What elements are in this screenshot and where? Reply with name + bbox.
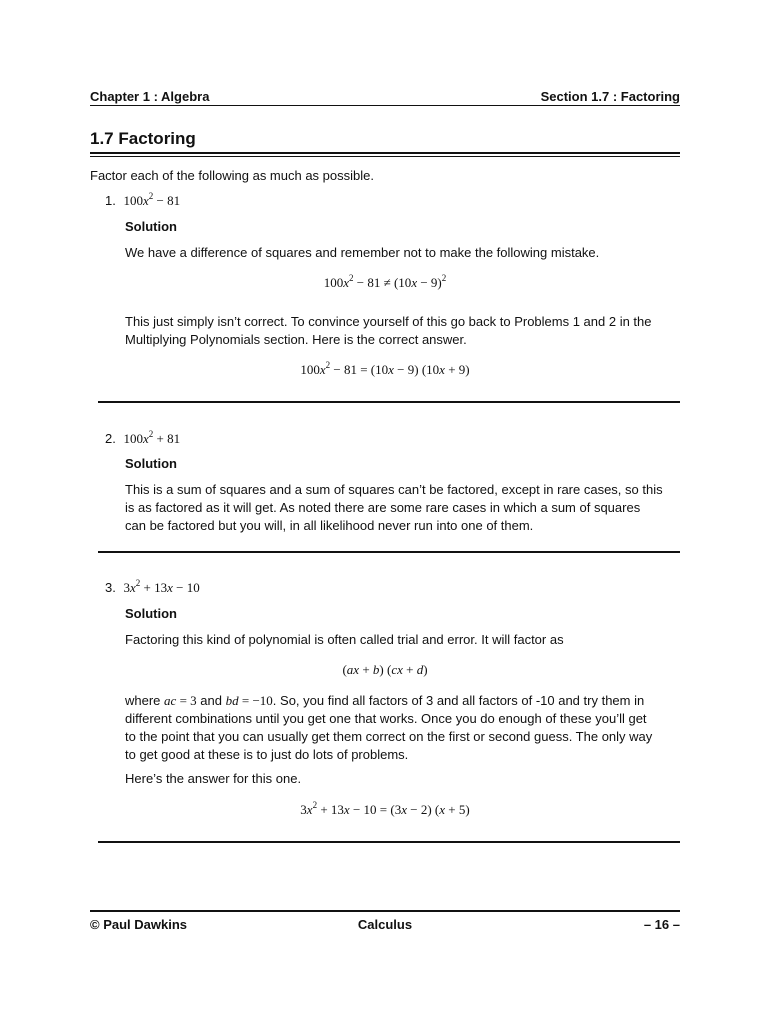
running-footer — [90, 917, 680, 933]
title-rule-bottom — [90, 156, 680, 157]
equation-form: (ax + b) (cx + d) — [342, 662, 428, 677]
solution-text: can be factored but you will, in all likelihood never run into one of them. — [125, 518, 534, 533]
solution-text: to the point that you can usually get them correct on the first or second guess. The only way — [125, 729, 653, 744]
problem-1 — [105, 192, 180, 210]
intro-text: Factor each of the following as much as possible. — [90, 168, 374, 183]
problem-expression: $100x^2 - 81$ — [123, 190, 181, 208]
running-header — [90, 89, 680, 105]
solution-text: Here’s the answer for this one. — [125, 771, 302, 786]
header-section: Section 1.7 : Factoring — [540, 89, 680, 104]
title-rule-top — [90, 152, 680, 154]
problem-divider — [98, 401, 680, 403]
solution-text: We have a difference of squares and remember not to make the following mistake. — [125, 245, 600, 260]
problem-expression: $3x^2 + 13x - 10$ — [123, 577, 200, 595]
footer-page-number: – 16 – — [643, 917, 680, 932]
footer-course: Calculus — [357, 917, 413, 932]
solution-heading: Solution — [125, 606, 177, 621]
footer-rule — [90, 910, 680, 912]
header-chapter: Chapter 1 : Algebra — [90, 89, 210, 104]
solution-text: This just simply isn’t correct. To convince yourself of this go back to Problems 1 and 2 in the — [125, 314, 652, 329]
problem-number: 1. — [105, 193, 116, 208]
solution-heading: Solution — [125, 219, 177, 234]
solution-text: to get good at these is to just do lots of problems. — [125, 747, 409, 762]
equation-answer: $100x^2 - 81 = (10x - 9) (10x + 9)$ — [300, 359, 470, 377]
solution-text: where ac = 3 and bd = −10. So, you find all factors of 3 and all factors of -10 and try them in — [125, 693, 645, 708]
section-title: 1.7 Factoring — [90, 129, 196, 148]
equation-mistake: $100x^2 - 81 \ne (10x - 9)^2$ — [323, 272, 447, 290]
solution-text: is as factored as it will get. As noted there are some rare cases in which a sum of squares — [125, 500, 641, 515]
problem-3 — [105, 579, 200, 597]
problem-expression: $100x^2 + 81$ — [123, 428, 181, 446]
solution-text: Multiplying Polynomials section. Here is the correct answer. — [125, 332, 467, 347]
problem-2 — [105, 430, 180, 448]
footer-author: © Paul Dawkins — [90, 917, 187, 932]
header-rule — [90, 105, 680, 106]
problem-number: 2. — [105, 431, 116, 446]
problem-number: 3. — [105, 580, 116, 595]
solution-heading: Solution — [125, 456, 177, 471]
problem-divider — [98, 551, 680, 553]
problem-divider — [98, 841, 680, 843]
solution-text: This is a sum of squares and a sum of squares can’t be factored, except in rare cases, so this — [125, 482, 663, 497]
equation-answer: $3x^2 + 13x - 10 = (3x - 2) (x + 5)$ — [300, 799, 470, 817]
solution-text: Factoring this kind of polynomial is often called trial and error. It will factor as — [125, 632, 564, 647]
solution-text: different combinations until you get one that works. Once you do enough of these you’ll get — [125, 711, 647, 726]
